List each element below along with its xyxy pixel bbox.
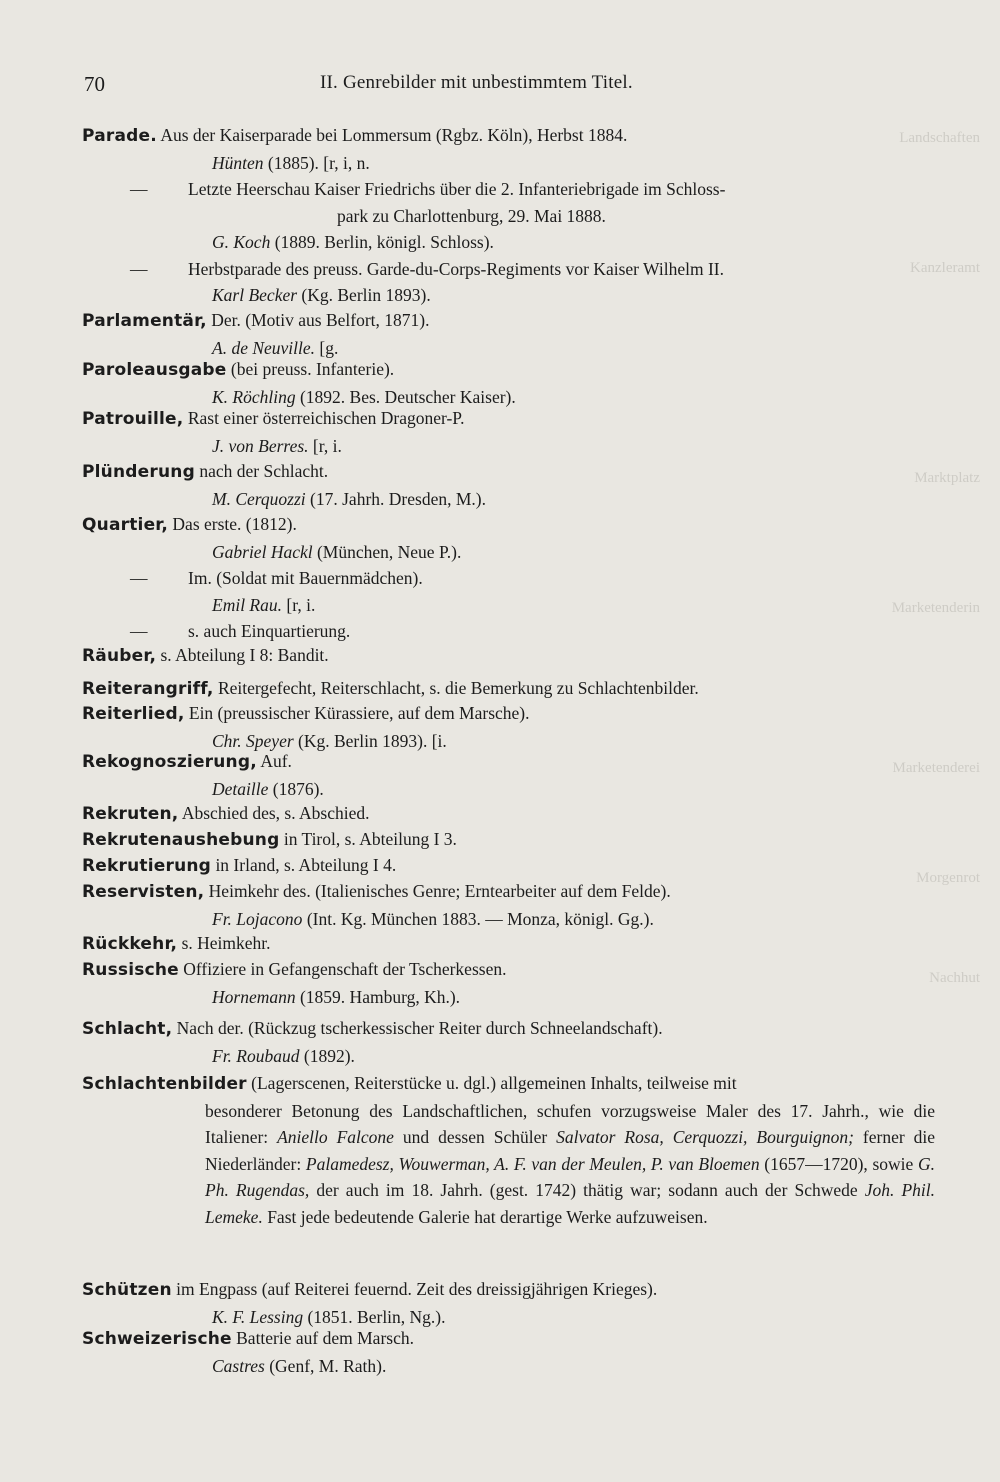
entry-text: Auf. xyxy=(260,751,292,771)
entry-text: (Lagerscenen, Reiterstücke u. dgl.) allgemeinen Inhalts, teilweise mit xyxy=(251,1073,737,1093)
ditto-dash: — xyxy=(130,179,148,199)
artist-name: G. Ph. Rugendas, xyxy=(205,1153,936,1200)
source-detail: (17. Jahrh. Dresden, M.). xyxy=(310,488,486,509)
entry-lemma: Rekrutenaushebung xyxy=(82,830,280,850)
artist-name: Emil Rau. xyxy=(212,594,282,615)
entry-text: in Tirol, s. Abteilung I 3. xyxy=(283,829,457,849)
entry-text: Ein (preussischer Kürassiere, auf dem Marsche). xyxy=(188,703,530,723)
artist-name: Gabriel Hackl xyxy=(212,541,313,562)
bleed-through-text: Kanzleramt xyxy=(910,260,980,276)
source-detail: [g. xyxy=(319,337,339,358)
bleed-through-text: Nachhut xyxy=(929,970,980,986)
artist-name: Castres xyxy=(212,1355,265,1376)
entry-lemma: Rückkehr, xyxy=(82,934,178,954)
entry-paragraph xyxy=(82,1098,935,1231)
paragraph-text: besonderer Betonung des Landschaftlichen, schufen vorzugsweise Maler des 17. Jahrh., wie die Italiener: xyxy=(205,1100,935,1147)
source-detail: (1851. Berlin, Ng.). xyxy=(307,1306,446,1327)
entry-lemma: Reservisten, xyxy=(82,882,205,902)
paragraph-text: und dessen Schüler xyxy=(393,1127,557,1147)
source-detail: (1892). xyxy=(303,1045,355,1066)
entry-pluenderung xyxy=(82,458,944,512)
entry-lemma: Räuber, xyxy=(82,646,157,666)
paragraph-text: ferner die Niederländer: xyxy=(205,1127,935,1174)
artist-name: Chr. Speyer xyxy=(212,730,294,751)
entry-text: nach der Schlacht. xyxy=(199,461,329,481)
entry-text: Nach der. (Rückzug tscherkessischer Reiter durch Schneelandschaft). xyxy=(176,1018,663,1038)
entry-reiterlied xyxy=(82,700,944,754)
page-header xyxy=(84,72,924,102)
bleed-through-text: Marketenderei xyxy=(892,760,980,776)
entry-text: im Engpass (auf Reiterei feuernd. Zeit des dreissigjährigen Krieges). xyxy=(176,1279,658,1299)
entry-rueckkehr xyxy=(82,930,944,958)
bleed-through-text: Marktplatz xyxy=(914,470,980,486)
entry-rekognoszierung xyxy=(82,748,944,802)
entry-patrouille xyxy=(82,405,944,459)
entry-lemma: Schlachtenbilder xyxy=(82,1074,247,1094)
artist-name: K. Röchling xyxy=(212,386,296,407)
source-detail: (1889. Berlin, königl. Schloss). xyxy=(274,232,494,252)
source-detail: (1859. Hamburg, Kh.). xyxy=(299,986,461,1007)
paragraph-text: Fast jede bedeutende Galerie hat derartige Werke aufzuweisen. xyxy=(262,1206,708,1227)
entry-lemma: Rekruten, xyxy=(82,804,179,824)
bleed-through-text: Morgenrot xyxy=(916,870,980,886)
source-detail: [r, i. xyxy=(312,435,342,456)
ditto-dash: — xyxy=(130,568,148,588)
ditto-dash: — xyxy=(130,621,148,641)
artist-name: Salvator Rosa, Cerquozzi, Bourguignon; xyxy=(556,1127,854,1147)
entry-text: s. Abteilung I 8: Bandit. xyxy=(160,645,329,665)
entry-schuetzen xyxy=(82,1276,944,1330)
entry-text: Letzte Heerschau Kaiser Friedrichs über die 2. Infanteriebrigade im Schloss- xyxy=(188,179,726,199)
entry-quartier xyxy=(82,511,944,645)
entry-schlachtenbilder xyxy=(82,1070,944,1230)
entry-text: Der. (Motiv aus Belfort, 1871). xyxy=(211,310,430,330)
entry-parade xyxy=(82,122,944,309)
ditto-dash: — xyxy=(130,258,148,279)
entry-text: in Irland, s. Abteilung I 4. xyxy=(215,855,397,875)
artist-name: K. F. Lessing xyxy=(212,1306,304,1327)
artist-name: J. von Berres. xyxy=(212,435,309,456)
source-detail: [r, i. xyxy=(286,594,316,615)
entry-text: Heimkehr des. (Italienisches Genre; Erntearbeiter auf dem Felde). xyxy=(208,881,671,901)
bleed-through-text: Landschaften xyxy=(899,130,980,146)
artist-name: Detaille xyxy=(212,778,269,799)
entry-rekrutenaushebung xyxy=(82,826,944,854)
entry-lemma: Paroleausgabe xyxy=(82,360,227,380)
entry-raeuber xyxy=(82,642,944,670)
entry-text: Offiziere in Gefangenschaft der Tscherkessen. xyxy=(183,959,507,979)
entry-text: Herbstparade des preuss. Garde-du-Corps-Regiments vor Kaiser Wilhelm II. xyxy=(188,258,724,279)
source-detail: (1876). xyxy=(272,778,324,799)
artist-name: Palamedesz, Wouwerman, A. F. van der Meulen, P. van Bloemen xyxy=(305,1153,760,1174)
entry-text: Reitergefecht, Reiterschlacht, s. die Bemerkung zu Schlachtenbilder. xyxy=(217,678,699,698)
artist-name: Hünten xyxy=(212,152,264,173)
entry-lemma: Reiterlied, xyxy=(82,704,185,724)
entry-paroleausgabe xyxy=(82,356,944,410)
entry-lemma: Rekognoszierung, xyxy=(82,752,257,772)
source-detail: (Genf, M. Rath). xyxy=(269,1355,387,1376)
source-detail: (Int. Kg. München 1883. — Monza, königl. Gg.). xyxy=(306,908,654,929)
source-detail: (München, Neue P.). xyxy=(316,541,462,562)
entry-lemma: Plünderung xyxy=(82,462,195,482)
entry-lemma: Reiterangriff, xyxy=(82,679,214,699)
source-detail: (1892. Bes. Deutscher Kaiser). xyxy=(299,386,516,407)
artist-name: Hornemann xyxy=(212,986,296,1007)
bleed-through-text: Marketenderin xyxy=(891,600,980,616)
entry-text: s. Heimkehr. xyxy=(181,933,271,953)
paragraph-text: (1657—1720), sowie xyxy=(759,1153,918,1174)
entry-text: Abschied des, s. Abschied. xyxy=(181,803,370,823)
entry-reiterangriff xyxy=(82,675,944,703)
artist-name: G. Koch xyxy=(212,232,271,252)
entry-text: s. auch Einquartierung. xyxy=(188,621,351,641)
paragraph-text: der auch im 18. Jahrh. (gest. 1742) thätig war; sodann auch der Schwede xyxy=(309,1180,865,1200)
entry-lemma: Schützen xyxy=(82,1280,172,1300)
entry-rekrutierung xyxy=(82,852,944,880)
artist-name: Karl Becker xyxy=(212,285,298,305)
artist-name: Joh. Phil. Lemeke. xyxy=(205,1180,935,1227)
entry-schweizerische xyxy=(82,1325,944,1379)
entry-text: Rast einer österreichischen Dragoner-P. xyxy=(187,408,465,428)
source-detail: (1885). [r, i, n. xyxy=(267,152,370,173)
entry-reservisten xyxy=(82,878,944,932)
running-title: II. Genrebilder mit unbestimmtem Titel. xyxy=(320,72,633,93)
entry-lemma: Parade. xyxy=(82,126,157,146)
entry-lemma: Schlacht, xyxy=(82,1019,173,1039)
artist-name: Fr. Roubaud xyxy=(212,1045,300,1066)
entry-text: Batterie auf dem Marsch. xyxy=(236,1328,414,1348)
entry-lemma: Patrouille, xyxy=(82,409,184,429)
page-number: 70 xyxy=(84,72,105,96)
artist-name: M. Cerquozzi xyxy=(212,488,306,509)
source-detail: (Kg. Berlin 1893). xyxy=(301,285,431,305)
entry-text: (bei preuss. Infanterie). xyxy=(230,359,395,379)
artist-name: Aniello Falcone xyxy=(277,1127,394,1147)
entry-text: Aus der Kaiserparade bei Lommersum (Rgbz. Köln), Herbst 1884. xyxy=(160,125,628,145)
entry-parlamentaer xyxy=(82,307,944,361)
entry-lemma: Parlamentär, xyxy=(82,311,207,331)
entry-lemma: Schweizerische xyxy=(82,1329,232,1349)
entry-lemma: Quartier, xyxy=(82,515,169,535)
artist-name: A. de Neuville. xyxy=(212,337,316,358)
source-detail: (Kg. Berlin 1893). [i. xyxy=(298,730,447,751)
entry-rekruten xyxy=(82,800,944,828)
entry-continuation: park zu Charlottenburg, 29. Mai 1888. xyxy=(337,205,606,226)
entry-text: Im. (Soldat mit Bauernmädchen). xyxy=(188,568,423,588)
entry-lemma: Russische xyxy=(82,960,179,980)
entry-russische xyxy=(82,956,944,1010)
entry-text: Das erste. (1812). xyxy=(172,514,297,534)
artist-name: Fr. Lojacono xyxy=(212,908,303,929)
entry-schlacht xyxy=(82,1015,944,1069)
entry-lemma: Rekrutierung xyxy=(82,856,212,876)
